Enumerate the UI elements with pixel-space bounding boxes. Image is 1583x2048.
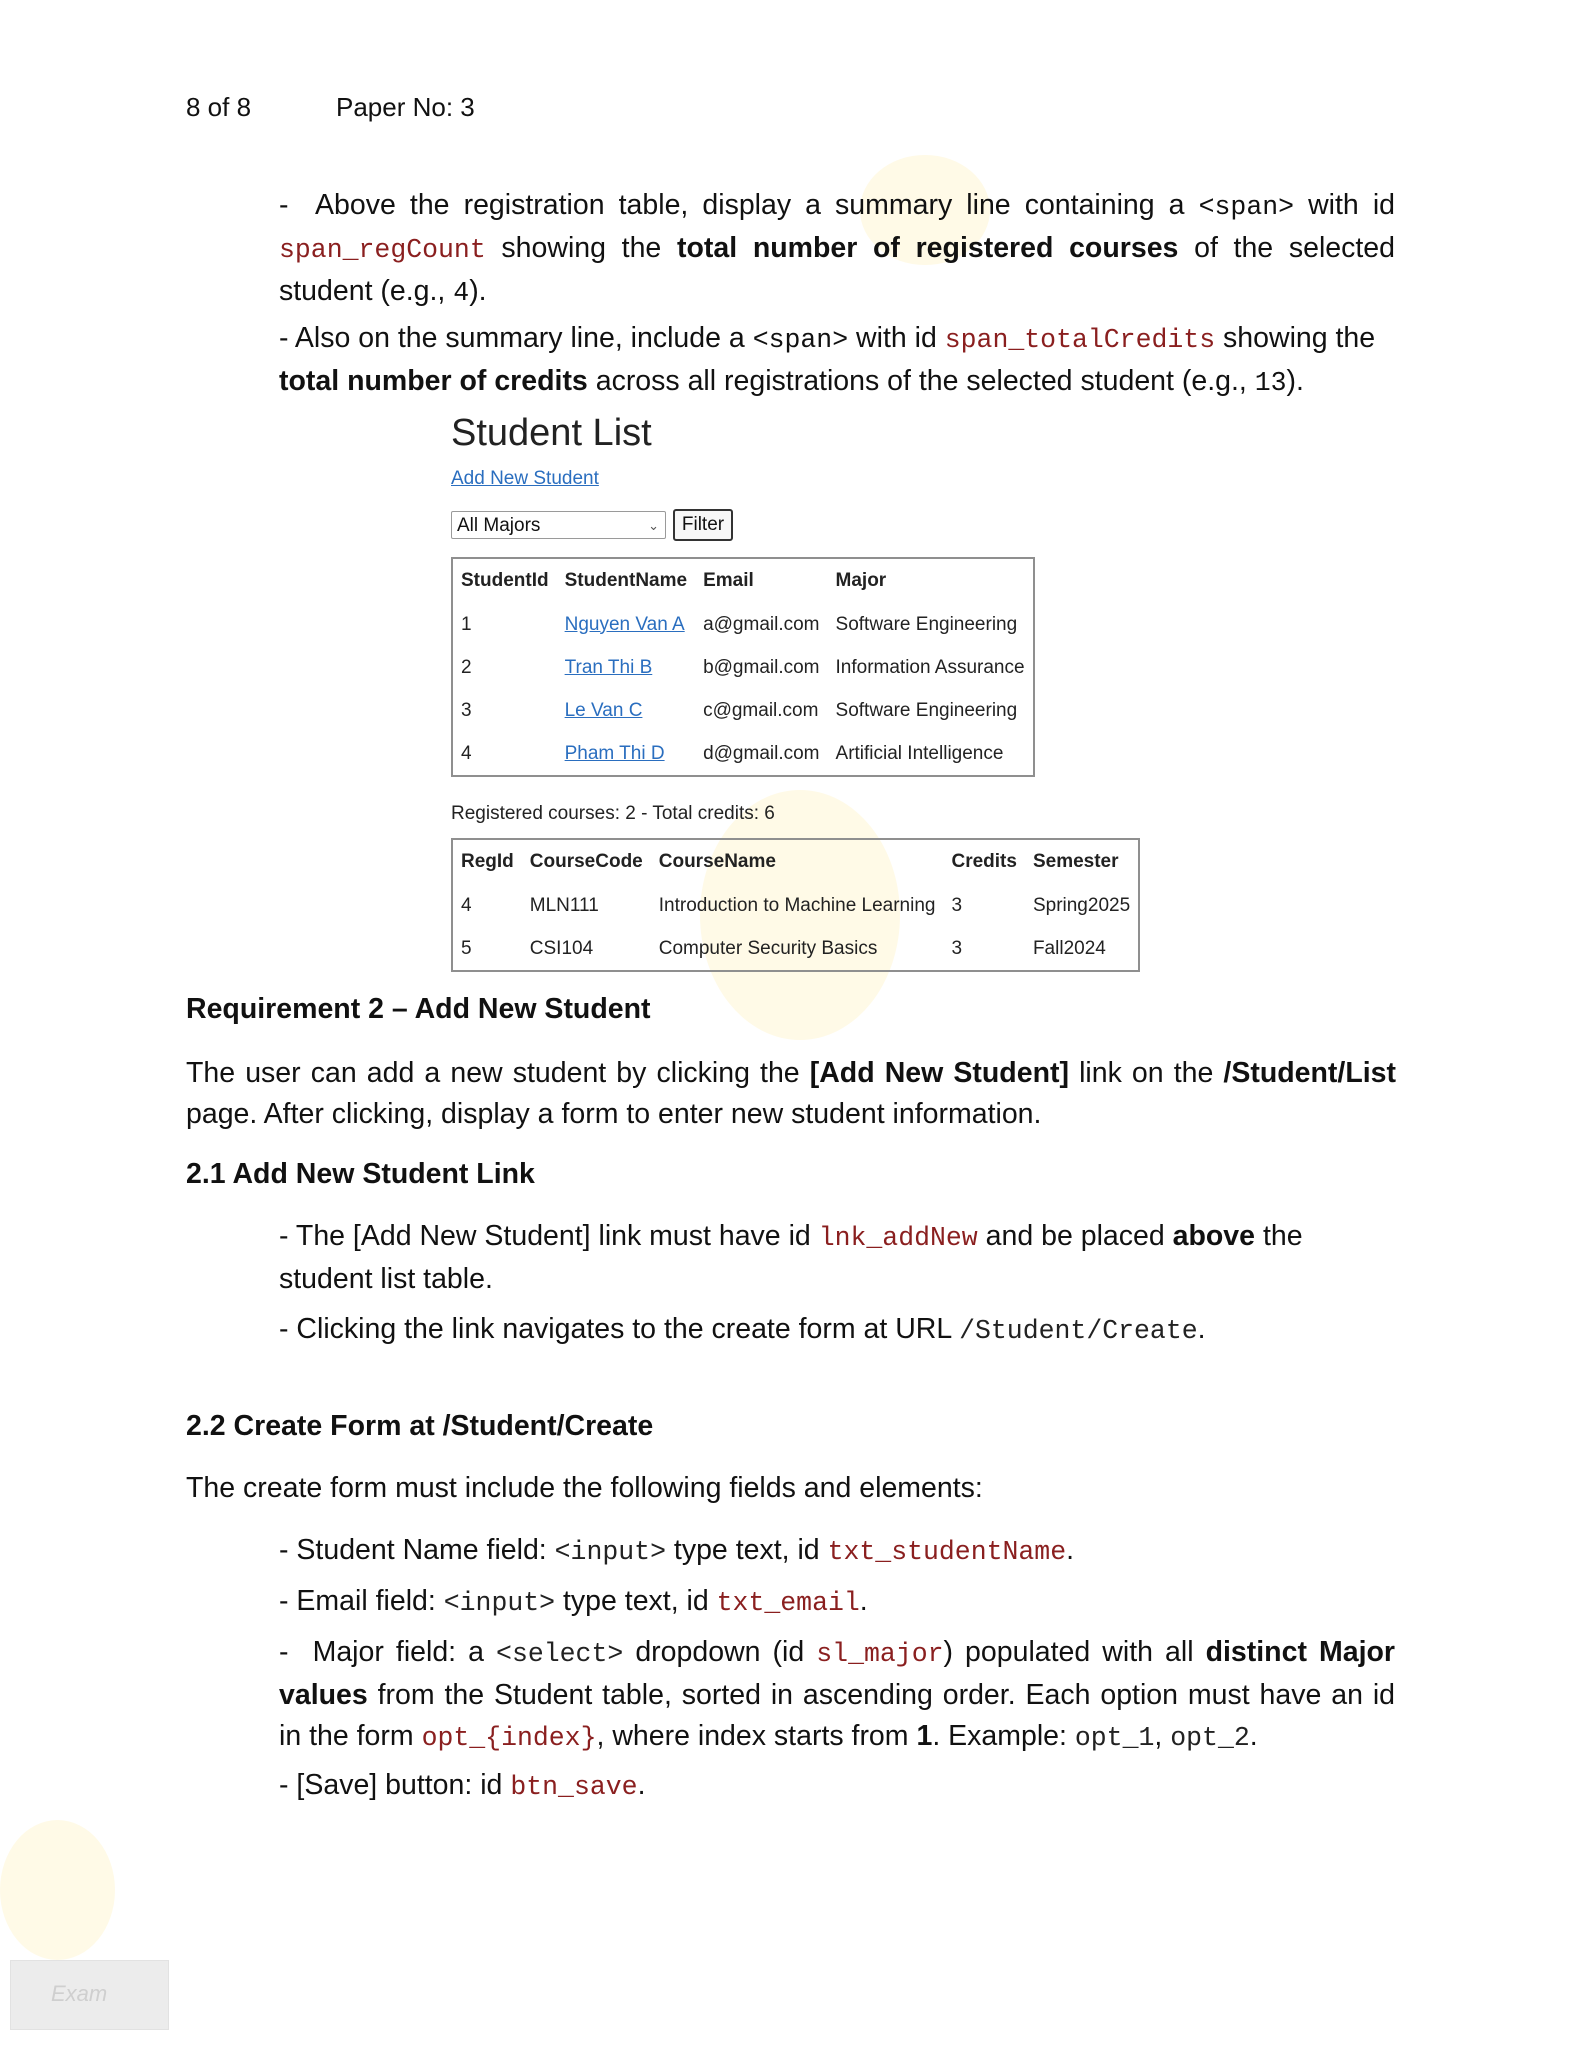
cell-semester: Fall2024 bbox=[1032, 937, 1106, 959]
students-table bbox=[451, 557, 1035, 777]
bullet-dash: - bbox=[279, 189, 289, 221]
code-span: <span> bbox=[752, 325, 849, 355]
bullet-dash: - bbox=[279, 1585, 289, 1617]
bullet-dash: - bbox=[279, 1636, 289, 1668]
bullet-dash: - bbox=[279, 1220, 289, 1252]
code-example: opt_1 bbox=[1074, 1723, 1155, 1753]
student-name-link[interactable]: Tran Thi B bbox=[564, 656, 653, 678]
text: . bbox=[1249, 1720, 1258, 1752]
code-tag: <input> bbox=[443, 1588, 556, 1618]
text: type text, id bbox=[673, 1534, 820, 1566]
bullet-dash: - bbox=[279, 322, 289, 354]
code-id: txt_studentName bbox=[827, 1537, 1067, 1567]
column-header: Credits bbox=[951, 851, 1017, 872]
table-header-row bbox=[453, 840, 1138, 884]
table-header-row bbox=[453, 559, 1033, 603]
cell-name bbox=[557, 603, 695, 646]
text: Above the registration table, display a summary line containing a bbox=[315, 189, 1185, 221]
text: The user can add a new student by clicking the bbox=[186, 1057, 800, 1089]
text: ). bbox=[469, 275, 487, 307]
text: with id bbox=[856, 322, 937, 354]
text: Email field: bbox=[296, 1585, 436, 1617]
bullet-major-field bbox=[279, 1632, 1395, 1759]
bold-text: total number of registered courses bbox=[676, 232, 1179, 264]
code-id: span_regCount bbox=[279, 235, 486, 265]
cell-coursecode: MLN111 bbox=[529, 894, 599, 916]
cell-email: a@gmail.com bbox=[703, 613, 820, 635]
text: Student Name field: bbox=[296, 1534, 547, 1566]
code-tag: <input> bbox=[554, 1537, 666, 1567]
cell-name bbox=[557, 732, 695, 775]
chevron-down-icon: ⌄ bbox=[648, 518, 659, 533]
table-row bbox=[453, 884, 1138, 927]
student-name-link[interactable]: Nguyen Van A bbox=[564, 613, 685, 635]
cell-coursecode: CSI104 bbox=[529, 937, 594, 959]
registration-summary: Registered courses: 2 - Total credits: 6 bbox=[451, 803, 775, 824]
section-2-2-intro: The create form must include the following fields and elements: bbox=[186, 1472, 983, 1504]
text: , bbox=[1154, 1720, 1163, 1752]
cell-major: Information Assurance bbox=[835, 656, 1025, 678]
cell-id: 2 bbox=[461, 656, 472, 678]
text: . bbox=[1197, 1313, 1206, 1345]
bullet-dash: - bbox=[279, 1769, 289, 1801]
text: from the Student table, sorted in ascending order. Each option must have an id in the form bbox=[279, 1679, 1395, 1752]
cell-id: 4 bbox=[461, 742, 472, 764]
cell-email: b@gmail.com bbox=[703, 656, 820, 678]
code-id: btn_save bbox=[510, 1772, 638, 1802]
text: Major field: a bbox=[312, 1636, 484, 1668]
bullet-add-link-id bbox=[279, 1216, 1395, 1300]
text: dropdown (id bbox=[635, 1636, 805, 1668]
text: of the selected student (e.g., bbox=[279, 232, 1395, 307]
cell-email: d@gmail.com bbox=[703, 742, 820, 764]
section-2-1-heading: 2.1 Add New Student Link bbox=[186, 1158, 535, 1190]
requirement-2-intro bbox=[186, 1053, 1396, 1135]
requirement-2-heading: Requirement 2 – Add New Student bbox=[186, 993, 651, 1025]
bold-text: total number of credits bbox=[279, 365, 588, 397]
cell-coursename: Computer Security Basics bbox=[658, 937, 878, 959]
cell-major: Software Engineering bbox=[835, 699, 1018, 721]
text: [Save] button: id bbox=[296, 1769, 503, 1801]
bold-text: above bbox=[1172, 1220, 1256, 1252]
cell-credits: 3 bbox=[951, 894, 963, 916]
text: The [Add New Student] link must have id bbox=[295, 1220, 811, 1252]
student-list-title: Student List bbox=[451, 412, 652, 454]
cell-credits: 3 bbox=[951, 937, 963, 959]
text: and be placed bbox=[985, 1220, 1165, 1252]
table-row bbox=[453, 732, 1033, 775]
text: the student list table. bbox=[279, 1220, 1303, 1295]
code-example: 4 bbox=[453, 278, 470, 308]
code-id: lnk_addNew bbox=[818, 1223, 978, 1253]
code-example: opt_2 bbox=[1170, 1723, 1250, 1753]
select-value: All Majors bbox=[457, 515, 541, 536]
cell-major: Artificial Intelligence bbox=[835, 742, 1004, 764]
bullet-save-button bbox=[279, 1765, 1395, 1808]
add-new-student-link[interactable]: Add New Student bbox=[451, 468, 599, 489]
bullet-totalcredits bbox=[279, 318, 1395, 404]
code-id: sl_major bbox=[816, 1639, 944, 1669]
column-header: StudentId bbox=[461, 570, 549, 591]
text: . bbox=[637, 1769, 646, 1801]
section-2-2-heading: 2.2 Create Form at /Student/Create bbox=[186, 1410, 654, 1442]
code-id-pattern: opt_{index} bbox=[421, 1723, 597, 1753]
table-row bbox=[453, 603, 1033, 646]
column-header: CourseCode bbox=[529, 851, 643, 872]
cell-major: Software Engineering bbox=[835, 613, 1018, 635]
cell-id: 1 bbox=[461, 613, 472, 635]
text: . bbox=[1066, 1534, 1075, 1566]
student-name-link[interactable]: Pham Thi D bbox=[564, 742, 665, 764]
cell-regid: 4 bbox=[461, 894, 472, 916]
cell-name bbox=[557, 689, 695, 732]
major-filter-select[interactable] bbox=[451, 511, 666, 539]
code-url: /Student/Create bbox=[959, 1316, 1198, 1346]
cell-email: c@gmail.com bbox=[703, 699, 819, 721]
bold-text: 1 bbox=[916, 1720, 933, 1752]
bullet-student-name-field bbox=[279, 1530, 1395, 1573]
bullet-dash: - bbox=[279, 1534, 289, 1566]
watermark-logo-bottom bbox=[0, 1820, 115, 1960]
code-span: <span> bbox=[1198, 192, 1295, 222]
code-id: span_totalCredits bbox=[944, 325, 1216, 355]
bold-text: /Student/List bbox=[1223, 1057, 1396, 1089]
student-name-link[interactable]: Le Van C bbox=[564, 699, 643, 721]
column-header: Semester bbox=[1032, 851, 1119, 872]
cell-semester: Spring2025 bbox=[1032, 894, 1131, 916]
text: . bbox=[859, 1585, 868, 1617]
bullet-add-link-url bbox=[279, 1309, 1395, 1352]
watermark-text: Exam bbox=[51, 1981, 108, 2006]
text: showing the bbox=[1223, 322, 1376, 354]
code-tag: <select> bbox=[496, 1639, 624, 1669]
text: link on the bbox=[1079, 1057, 1214, 1089]
text: showing the bbox=[501, 232, 662, 264]
table-row bbox=[453, 646, 1033, 689]
text: type text, id bbox=[562, 1585, 709, 1617]
cell-coursename: Introduction to Machine Learning bbox=[658, 894, 936, 916]
column-header: StudentName bbox=[564, 570, 688, 591]
registrations-table bbox=[451, 838, 1140, 972]
bold-text: distinct Major values bbox=[279, 1636, 1395, 1711]
table-row bbox=[453, 689, 1033, 732]
exam-watermark bbox=[10, 1960, 169, 2030]
paper-number: Paper No: 3 bbox=[336, 92, 475, 122]
text: , where index starts from bbox=[596, 1720, 909, 1752]
text: across all registrations of the selected student (e.g., bbox=[595, 365, 1247, 397]
text: Clicking the link navigates to the create form at URL bbox=[296, 1313, 952, 1345]
table-row bbox=[453, 927, 1138, 970]
text: . Example: bbox=[932, 1720, 1067, 1752]
bold-text: [Add New Student] bbox=[809, 1057, 1069, 1089]
text: with id bbox=[1308, 189, 1396, 221]
bullet-dash: - bbox=[279, 1313, 289, 1345]
text: ) populated with all bbox=[943, 1636, 1194, 1668]
column-header: Major bbox=[835, 570, 887, 591]
bullet-email-field bbox=[279, 1581, 1395, 1624]
column-header: CourseName bbox=[658, 851, 776, 872]
filter-button[interactable]: Filter bbox=[673, 509, 733, 541]
page-number: 8 of 8 bbox=[186, 92, 252, 122]
cell-regid: 5 bbox=[461, 937, 472, 959]
cell-id: 3 bbox=[461, 699, 472, 721]
cell-name bbox=[557, 646, 695, 689]
code-id: txt_email bbox=[716, 1588, 860, 1618]
bullet-regcount bbox=[279, 185, 1395, 314]
code-example: 13 bbox=[1254, 368, 1287, 398]
text: ). bbox=[1286, 365, 1304, 397]
column-header: Email bbox=[703, 570, 754, 591]
text: page. After clicking, display a form to enter new student information. bbox=[186, 1098, 1042, 1130]
text: Also on the summary line, include a bbox=[294, 322, 745, 354]
column-header: RegId bbox=[461, 851, 514, 872]
